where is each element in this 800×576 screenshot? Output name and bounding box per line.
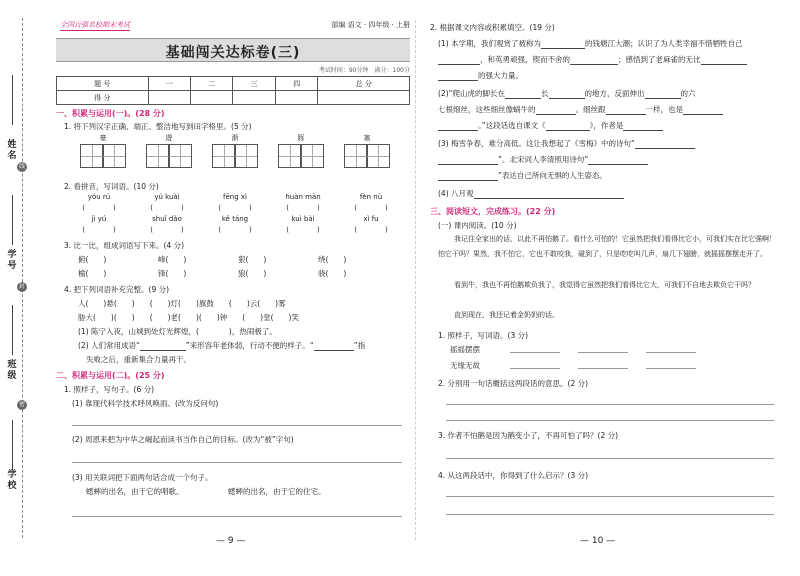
- rq2-text: 2. 分别用一句话概括这两段话的意思。(2 分): [438, 379, 589, 388]
- answer-blank[interactable]: [683, 106, 723, 115]
- fill-text: ”。北宋词人李清照用诗句“: [498, 155, 589, 164]
- answer-blank[interactable]: [140, 342, 186, 351]
- id-label: 学号: [7, 250, 17, 271]
- seal-dot-closed: 密: [18, 401, 25, 408]
- tianzige-box[interactable]: [102, 144, 126, 168]
- pinyin-answer-blank[interactable]: ( ): [82, 204, 116, 212]
- pinyin: kě táng: [221, 215, 249, 223]
- school-line: [12, 420, 13, 470]
- answer-line[interactable]: [446, 496, 774, 497]
- r-line: [438, 88, 696, 99]
- title-bar: [56, 38, 410, 62]
- fill-sentence-2[interactable]: [78, 340, 365, 351]
- pinyin: fèn nù: [359, 193, 383, 201]
- fill-text: 》，作者是: [589, 121, 624, 130]
- fill-text: ”指: [353, 341, 366, 350]
- score-cell[interactable]: [318, 91, 410, 105]
- char-label: 渐: [231, 134, 239, 142]
- compare-item[interactable]: 峰( ): [158, 255, 187, 264]
- reading-paragraph: 直到现在，我还记着金奶奶的话。: [454, 311, 559, 319]
- section-1-title: 一、积累与运用(一)。(28 分): [56, 109, 165, 118]
- example-2: 蟋蟀的出名，由于它的住宅。: [228, 487, 326, 496]
- example-word: 摇摇摆摆: [450, 345, 480, 354]
- pinyin: kuì bài: [291, 215, 315, 223]
- fill-text: ；感悟到了老麻雀的无比: [618, 55, 701, 64]
- tianzige-box[interactable]: [168, 144, 192, 168]
- rq4-text: 4. 从这两段话中，你得到了什么启示？(3 分): [438, 471, 589, 480]
- char-label: 遊: [165, 134, 173, 142]
- answer-blank[interactable]: [701, 56, 747, 65]
- q1-text: 1. 将下列汉字正确、端正、整洁地写到田字格里。(5 分): [64, 122, 252, 131]
- fill-text: ，和英勇顽强，锲而不舍的: [480, 55, 570, 64]
- answer-blank[interactable]: [541, 40, 585, 49]
- page-number: — 10 —: [580, 536, 616, 546]
- answer-line[interactable]: [646, 368, 696, 369]
- fill-text: 一样，也是: [645, 105, 683, 114]
- fill-text: 的强大力量。: [478, 71, 523, 80]
- score-header: 四: [275, 77, 317, 91]
- seal-dot-seal: 封: [18, 283, 25, 290]
- fill-text: 长: [541, 89, 549, 98]
- rewrite-b: (2) 周恩来把为中华之崛起而读书当作自己的目标。(改为“被”字句): [72, 435, 294, 444]
- tianzige-box[interactable]: [80, 144, 104, 168]
- answer-blank[interactable]: [438, 122, 478, 131]
- pinyin: fēng xì: [223, 193, 247, 201]
- fill-sentence-2-cont: 失败之后，重新集合力量再干。: [86, 355, 191, 364]
- score-header: 二: [191, 77, 233, 91]
- reading-paragraph: 看到牛，我也不再怕鹅欺负我了，我觉得它虽然把我们看得比它大，可我们不自地去欺负它干吗？: [454, 281, 755, 289]
- page-divider: [415, 20, 416, 540]
- answer-blank[interactable]: [536, 106, 576, 115]
- answer-line[interactable]: [446, 420, 774, 421]
- pinyin-answer-blank[interactable]: ( ): [354, 226, 388, 234]
- exam-meta: 考试时间：90分钟 满分：100分: [318, 67, 410, 74]
- pinyin: jì yú: [91, 215, 107, 223]
- answer-blank[interactable]: [635, 140, 695, 149]
- pinyin: shuǐ dǎo: [152, 215, 182, 223]
- binding-margin: [0, 0, 44, 576]
- r-line: [438, 170, 607, 181]
- idiom-fill-row[interactable]: 人( )悬( ) ( )灯( )旗鼓 ( )云( )雾: [78, 299, 286, 308]
- seal-dot-line: 线: [18, 163, 25, 170]
- rewrite-a: (1) 靠现代科学技术呼风唤雨。(改为反问句): [72, 399, 219, 408]
- answer-blank[interactable]: [505, 90, 541, 99]
- compare-item[interactable]: 骁( ): [318, 269, 347, 278]
- name-label: 姓名: [7, 140, 17, 161]
- answer-blank[interactable]: [645, 90, 681, 99]
- fill-text: 的六: [680, 89, 696, 98]
- fill-text: 。细丝跟: [575, 105, 606, 114]
- char-label: 豚: [297, 134, 305, 142]
- tianzige-box[interactable]: [212, 144, 236, 168]
- answer-blank[interactable]: [549, 90, 585, 99]
- r-line: [438, 120, 663, 131]
- fill-text: 七根细丝，这些细丝像蜗牛的: [438, 105, 536, 114]
- example-word: 无缘无故: [450, 361, 480, 370]
- rewrite-c: (3) 用关联词把下面两句话合成一个句子。: [72, 473, 213, 482]
- fill-text: (4) 八月观: [438, 189, 474, 198]
- compare-item[interactable]: 锋( ): [158, 269, 187, 278]
- answer-blank[interactable]: [606, 106, 646, 115]
- answer-line[interactable]: [646, 352, 696, 353]
- answer-line[interactable]: [446, 404, 774, 405]
- pinyin-answer-blank[interactable]: ( ): [150, 204, 184, 212]
- score-cell[interactable]: [233, 91, 275, 105]
- r-line: [438, 104, 723, 115]
- r-line: [438, 38, 743, 49]
- compare-item[interactable]: 狠( ): [238, 255, 267, 264]
- school-label: 学校: [7, 470, 17, 491]
- pinyin-answer-blank[interactable]: ( ): [150, 226, 184, 234]
- pinyin-answer-blank[interactable]: ( ): [286, 204, 320, 212]
- r-q2-text: 2. 根据课文内容或积累填空。(19 分): [430, 23, 555, 32]
- tianzige-box[interactable]: [300, 144, 324, 168]
- answer-blank[interactable]: [438, 156, 498, 165]
- s2-q1-text: 1. 照样子，写句子。(6 分): [64, 385, 155, 394]
- r-line: [438, 70, 523, 81]
- answer-line[interactable]: [578, 368, 628, 369]
- answer-blank[interactable]: [438, 56, 480, 65]
- pinyin-answer-blank[interactable]: ( ): [218, 204, 252, 212]
- fill-text: 。”这段话选自课文《: [478, 121, 546, 130]
- r-line: [438, 154, 648, 165]
- brand-text: 全国百强名校期末考试: [60, 21, 130, 29]
- score-header: 一: [148, 77, 190, 91]
- q2-text: 2. 看拼音，写词语。(10 分): [64, 182, 159, 191]
- class-label: 班级: [7, 360, 17, 381]
- rq1-text: 1. 照样子，写词语。(3 分): [438, 331, 529, 340]
- score-header: 三: [233, 77, 275, 91]
- fill-text: ”来形容年老体弱，行动不便的样子。“: [185, 341, 314, 350]
- char-label: 豪: [99, 134, 107, 142]
- answer-blank[interactable]: [314, 342, 354, 351]
- score-header: 总 分: [318, 77, 410, 91]
- example-1: 蟋蟀的出名，由于它的唱歌。: [86, 487, 184, 496]
- score-header: 题 号: [57, 77, 149, 91]
- id-line: [12, 195, 13, 245]
- answer-blank[interactable]: [546, 122, 590, 131]
- r-line: [438, 188, 624, 199]
- compare-item[interactable]: 绕( ): [318, 255, 347, 264]
- q4-text: 4. 把下列词语补充完整。(9 分): [64, 285, 170, 294]
- answer-blank[interactable]: [588, 156, 648, 165]
- tianzige-box[interactable]: [278, 144, 302, 168]
- tianzige-box[interactable]: [234, 144, 258, 168]
- fill-text: (2) 人们常用成语“: [78, 341, 140, 350]
- answer-blank[interactable]: [623, 122, 663, 131]
- tianzige-box[interactable]: [344, 144, 368, 168]
- fill-text: (1) 本学期，我们观赏了被称为: [438, 39, 542, 48]
- char-label: 塞: [363, 134, 371, 142]
- pinyin-answer-blank[interactable]: ( ): [218, 226, 252, 234]
- answer-line[interactable]: [446, 458, 774, 459]
- answer-blank[interactable]: [438, 172, 498, 181]
- class-line: [12, 305, 13, 355]
- answer-line[interactable]: [72, 516, 402, 517]
- answer-line[interactable]: [72, 462, 402, 463]
- pinyin-answer-blank[interactable]: ( ): [82, 226, 116, 234]
- answer-line[interactable]: [446, 514, 774, 515]
- fill-text: 的钱塘江大潮；认识了为人类幸福不惜牺牲自己: [585, 39, 743, 48]
- fill-text: (2)“爬山虎的脚长在: [438, 89, 506, 98]
- pinyin: huàn màn: [285, 193, 321, 201]
- answer-line[interactable]: [578, 352, 628, 353]
- answer-line[interactable]: [510, 368, 560, 369]
- score-cell[interactable]: [191, 91, 233, 105]
- r-line: [438, 54, 747, 65]
- pinyin-answer-blank[interactable]: ( ): [286, 226, 320, 234]
- score-table: [56, 76, 410, 105]
- page-number: — 9 —: [216, 536, 246, 546]
- rq3-text: 3. 作者不怕鹅是因为鹅变小了，不再可怕了吗？(2 分): [438, 431, 619, 440]
- r-line: [438, 138, 695, 149]
- page-title: 基础闯关达标卷(三): [165, 45, 301, 61]
- fill-text: (3) 梅雪争春，难分高低。这让我想起了《雪梅》中的诗句“: [438, 139, 635, 148]
- answer-line[interactable]: [510, 352, 560, 353]
- edition-text: 部编 语文 · 四年级 · 上册: [331, 21, 410, 29]
- fill-text: ”表达自己所向无惧的人生姿态。: [498, 171, 607, 180]
- answer-blank[interactable]: [570, 56, 618, 65]
- pinyin: yú kuài: [154, 193, 180, 201]
- score-label: 得 分: [57, 91, 149, 105]
- score-cell[interactable]: [275, 91, 317, 105]
- reading-paragraph: 我记住全家出的话，以此不再怕鹅了。看什么可怕的！它虽然把我们看得比它小，可我们实在比它强啊！怕它干吗？果然，我不怕它，它也不敢咬我，碰到了，只是吃吃叫几声，扇几下翅膀，就摇摇摆摆走开了。: [438, 235, 776, 258]
- answer-blank[interactable]: [474, 190, 624, 199]
- compare-item[interactable]: 俯( ): [78, 255, 107, 264]
- score-cell[interactable]: [148, 91, 190, 105]
- fill-sentence-1[interactable]: (1) 陈宁入夜，山城到处灯光辉煌，( )，热闹极了。: [78, 327, 277, 336]
- reading-subtitle: (一) 课内阅读。(10 分): [438, 221, 517, 230]
- section-2-title: 二、积累与运用(二)。(25 分): [56, 371, 165, 380]
- answer-blank[interactable]: [438, 72, 478, 81]
- compare-item[interactable]: 狼( ): [238, 269, 267, 278]
- pinyin-answer-blank[interactable]: ( ): [354, 204, 388, 212]
- idiom-fill-row[interactable]: 胁大( )( ) ( )老( )( )钟 ( )堂( )笑: [78, 313, 299, 322]
- q3-text: 3. 比一比，组成词语写下来。(4 分): [64, 241, 185, 250]
- name-line: [12, 75, 13, 125]
- pinyin: xì fu: [363, 215, 379, 223]
- compare-item[interactable]: 榆( ): [78, 269, 107, 278]
- tianzige-box[interactable]: [366, 144, 390, 168]
- answer-line[interactable]: [72, 425, 402, 426]
- fill-text: 的地方，反面伸出: [584, 89, 645, 98]
- pinyin: yóu rú: [87, 193, 111, 201]
- binding-line: [22, 18, 23, 538]
- section-3-title: 三、阅读短文，完成练习。(22 分): [430, 207, 556, 216]
- tianzige-box[interactable]: [146, 144, 170, 168]
